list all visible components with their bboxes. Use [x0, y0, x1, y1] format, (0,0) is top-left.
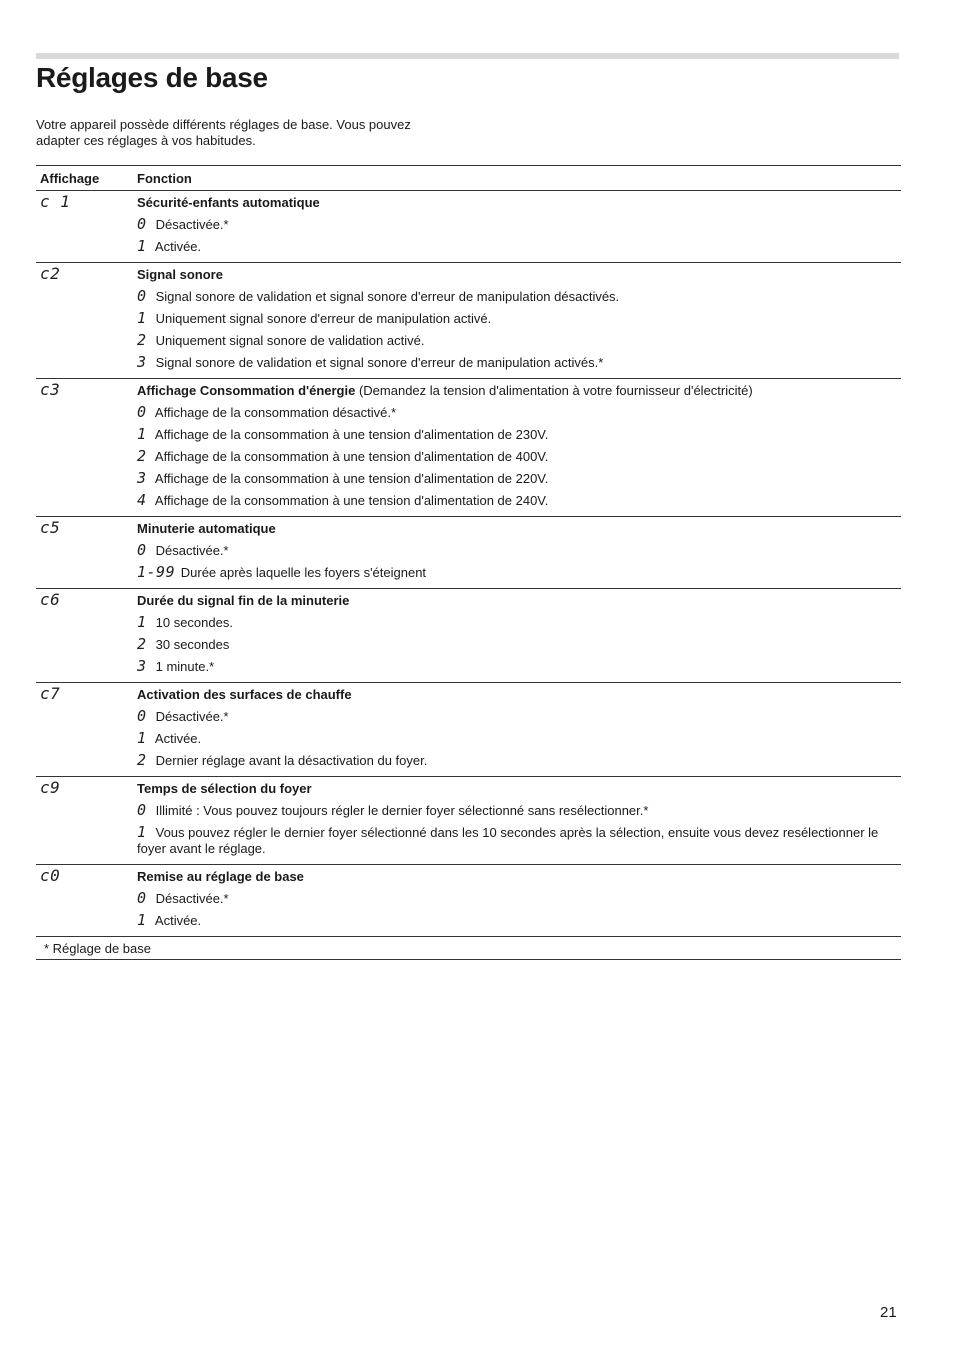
option-item — [137, 426, 901, 443]
option-code: 1 — [137, 729, 147, 747]
option-item — [137, 288, 901, 305]
function-cell — [137, 777, 901, 865]
display-code: c6 — [40, 590, 61, 609]
display-code-cell — [36, 865, 137, 937]
function-title — [137, 380, 901, 401]
display-code: c2 — [40, 264, 61, 283]
function-note: (Demandez la tension d'alimentation à votre fournisseur d'électricité) — [358, 383, 753, 398]
display-code-cell — [36, 517, 137, 589]
option-text: Signal sonore de validation et signal sonore d'erreur de manipulation activés.* — [155, 355, 604, 370]
option-text: Activée. — [154, 913, 202, 928]
option-text: Dernier réglage avant la désactivation du foyer. — [155, 753, 428, 768]
option-code: 0 — [137, 801, 147, 819]
function-cell — [137, 683, 901, 777]
option-text: Activée. — [154, 239, 202, 254]
table-row — [36, 589, 901, 683]
function-title-text: Sécurité-enfants automatique — [137, 195, 320, 210]
header-display: Affichage — [36, 166, 137, 191]
option-item — [137, 354, 901, 371]
function-title — [137, 518, 901, 539]
option-code: 1 — [137, 309, 147, 327]
table-header-row — [36, 166, 901, 191]
option-item — [137, 470, 901, 487]
option-code: 2 — [137, 331, 147, 349]
option-code: 2 — [137, 635, 147, 653]
function-title-text: Temps de sélection du foyer — [137, 781, 312, 796]
display-code-cell — [36, 777, 137, 865]
option-code: 0 — [137, 541, 147, 559]
table-row — [36, 777, 901, 865]
table-row — [36, 379, 901, 517]
settings-table — [36, 165, 901, 960]
function-cell — [137, 191, 901, 263]
display-code: c3 — [40, 380, 61, 399]
display-code: c 1 — [40, 192, 71, 211]
option-text: Activée. — [154, 731, 202, 746]
option-text: Désactivée.* — [155, 543, 229, 558]
display-code-cell — [36, 589, 137, 683]
option-text: Illimité : Vous pouvez toujours régler le dernier foyer sélectionné sans resélectionner.* — [155, 803, 649, 818]
option-item — [137, 708, 901, 725]
option-item — [137, 890, 901, 907]
function-title-text: Signal sonore — [137, 267, 223, 282]
option-text: Affichage de la consommation désactivé.* — [154, 405, 397, 420]
function-title — [137, 590, 901, 611]
table-row — [36, 517, 901, 589]
option-code: 2 — [137, 751, 147, 769]
display-code: c9 — [40, 778, 61, 797]
page-number: 21 — [880, 1304, 897, 1321]
footnote-row — [36, 937, 901, 960]
table-row — [36, 263, 901, 379]
option-text: 1 minute.* — [155, 659, 215, 674]
display-code: c5 — [40, 518, 61, 537]
function-cell — [137, 589, 901, 683]
display-code-cell — [36, 191, 137, 263]
function-cell — [137, 263, 901, 379]
option-item — [137, 730, 901, 747]
option-item — [137, 404, 901, 421]
option-code: 4 — [137, 491, 147, 509]
option-item — [137, 636, 901, 653]
option-code: 1 — [137, 613, 147, 631]
table-row — [36, 865, 901, 937]
option-text: Signal sonore de validation et signal sonore d'erreur de manipulation désactivés. — [155, 289, 620, 304]
option-item — [137, 658, 901, 675]
option-text: Affichage de la consommation à une tension d'alimentation de 230V. — [154, 427, 549, 442]
function-title — [137, 192, 901, 213]
option-text: Uniquement signal sonore de validation activé. — [155, 333, 425, 348]
function-title-text: Minuterie automatique — [137, 521, 276, 536]
display-code: c0 — [40, 866, 61, 885]
display-code-cell — [36, 263, 137, 379]
option-text: Désactivée.* — [155, 709, 229, 724]
option-text: Affichage de la consommation à une tension d'alimentation de 240V. — [154, 493, 549, 508]
option-text: Désactivée.* — [155, 217, 229, 232]
option-item — [137, 448, 901, 465]
option-text: Uniquement signal sonore d'erreur de manipulation activé. — [155, 311, 492, 326]
option-code: 3 — [137, 469, 147, 487]
option-code: 1 — [137, 237, 147, 255]
header-function: Fonction — [137, 166, 901, 191]
page-title: Réglages de base — [36, 62, 268, 93]
option-item — [137, 492, 901, 509]
option-text: Durée après laquelle les foyers s'éteignent — [180, 565, 427, 580]
option-item — [137, 332, 901, 349]
function-title-text: Remise au réglage de base — [137, 869, 304, 884]
function-title — [137, 866, 901, 887]
option-text: Affichage de la consommation à une tension d'alimentation de 220V. — [154, 471, 549, 486]
option-code: 3 — [137, 657, 147, 675]
option-item — [137, 564, 901, 581]
option-code: 1 — [137, 823, 147, 841]
function-cell — [137, 379, 901, 517]
option-item — [137, 542, 901, 559]
function-cell — [137, 865, 901, 937]
option-code: 0 — [137, 215, 147, 233]
option-code: 1 — [137, 425, 147, 443]
option-code: 1-99 — [137, 563, 176, 581]
option-code: 2 — [137, 447, 147, 465]
function-title — [137, 684, 901, 705]
footnote: * Réglage de base — [36, 937, 901, 960]
function-title — [137, 264, 901, 285]
option-text: Vous pouvez régler le dernier foyer sélectionné dans les 10 secondes après la sélection, ensuite vous devez resélectionner le foyer avant le réglage. — [137, 825, 879, 856]
intro-text: Votre appareil possède différents réglages de base. Vous pouvez adapter ces réglages à vos habitudes. — [36, 117, 411, 148]
settings-rows — [36, 191, 901, 960]
option-code: 0 — [137, 287, 147, 305]
option-code: 3 — [137, 353, 147, 371]
option-text: Affichage de la consommation à une tension d'alimentation de 400V. — [154, 449, 549, 464]
option-item — [137, 912, 901, 929]
option-text: 10 secondes. — [155, 615, 233, 630]
display-code-cell — [36, 683, 137, 777]
table-row — [36, 683, 901, 777]
display-code-cell — [36, 379, 137, 517]
function-title-text: Durée du signal fin de la minuterie — [137, 593, 350, 608]
option-code: 0 — [137, 889, 147, 907]
option-item — [137, 614, 901, 631]
option-item — [137, 752, 901, 769]
option-item — [137, 802, 901, 819]
function-title-text: Affichage Consommation d'énergie — [137, 383, 356, 398]
function-title-text: Activation des surfaces de chauffe — [137, 687, 352, 702]
option-text: Désactivée.* — [155, 891, 229, 906]
display-code: c7 — [40, 684, 61, 703]
option-code: 0 — [137, 403, 147, 421]
option-item — [137, 310, 901, 327]
option-item — [137, 216, 901, 233]
option-code: 0 — [137, 707, 147, 725]
option-item — [137, 238, 901, 255]
option-code: 1 — [137, 911, 147, 929]
table-row — [36, 191, 901, 263]
function-title — [137, 778, 901, 799]
option-item — [137, 824, 901, 857]
function-cell — [137, 517, 901, 589]
option-text: 30 secondes — [155, 637, 230, 652]
